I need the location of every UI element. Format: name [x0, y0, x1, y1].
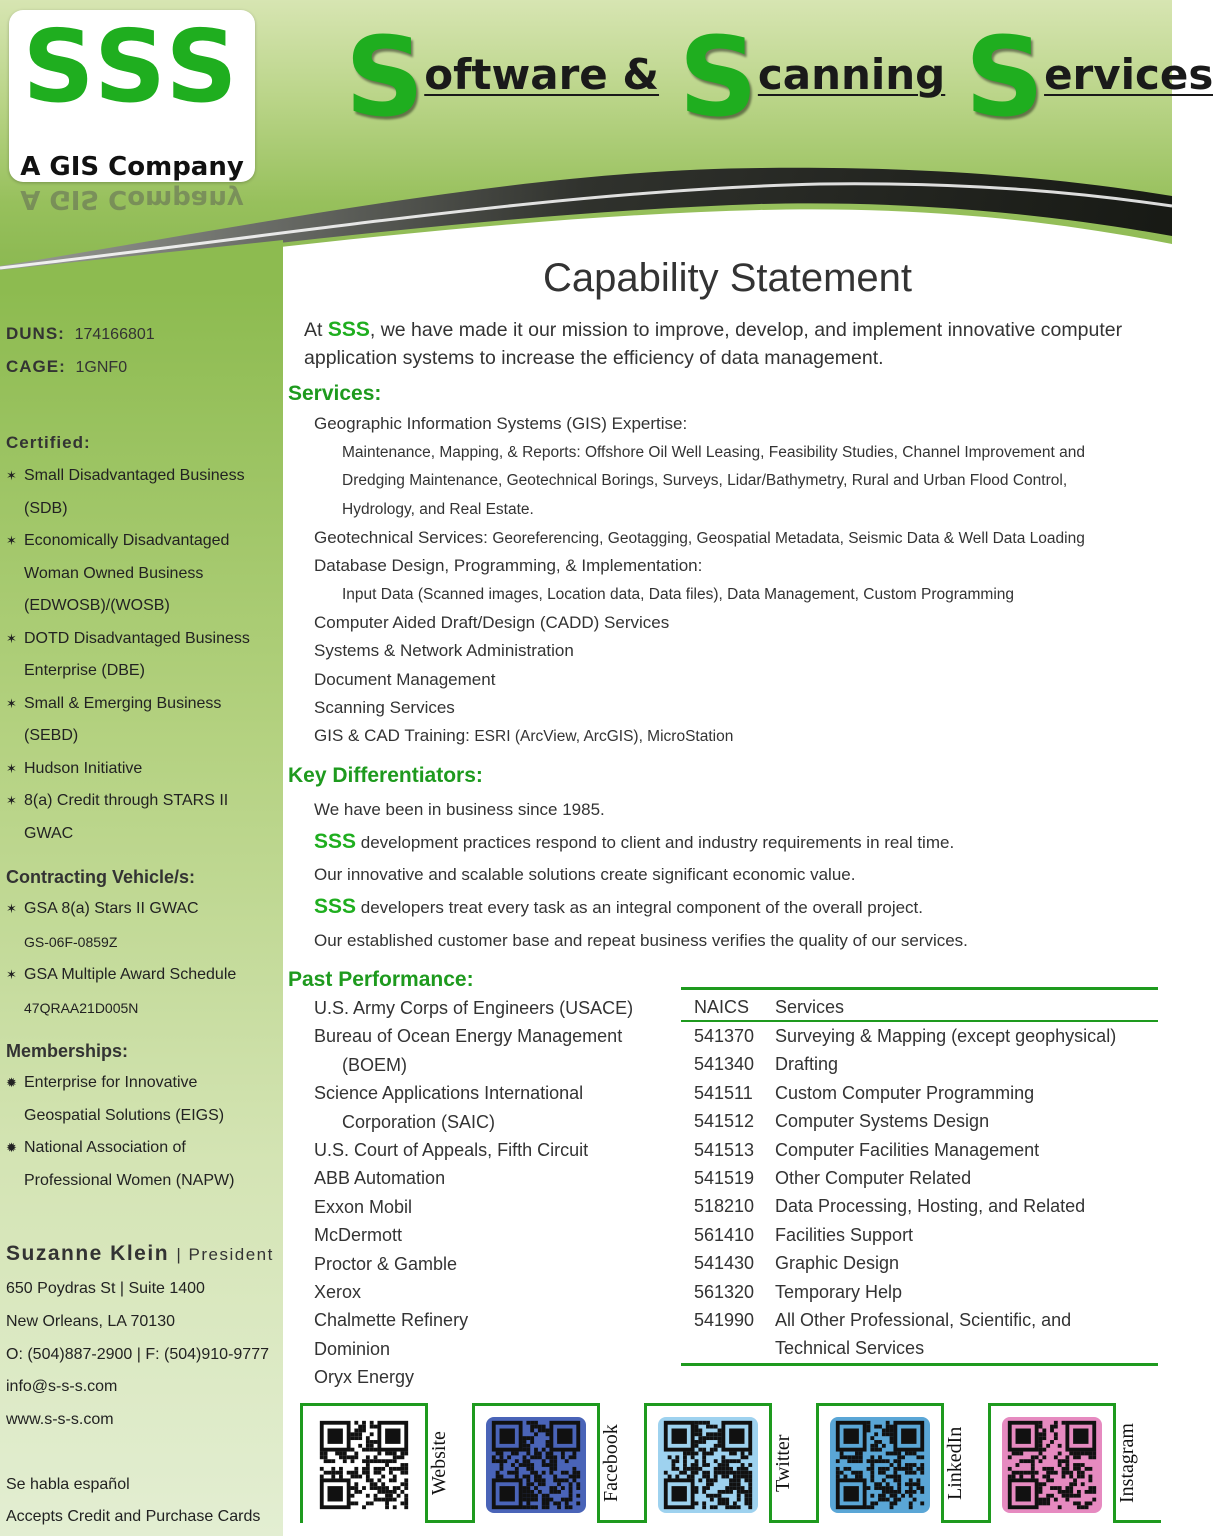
qr-website-icon[interactable]: [314, 1417, 414, 1513]
service-geotech: Geotechnical Services: Georeferencing, Geotagging, Geospatial Metadata, Seismic Data & Well Data Loading: [314, 528, 1085, 547]
past-performance-item-cont: (BOEM): [342, 1054, 407, 1075]
past-performance-item: Xerox: [314, 1282, 362, 1302]
past-performance-item: Science Applications International: [314, 1083, 584, 1104]
service-sysnet: Systems & Network Administration: [314, 641, 574, 660]
contact-title: President: [188, 1245, 274, 1264]
naics-service: Temporary Help: [775, 1281, 903, 1302]
naics-code: 541513: [694, 1139, 755, 1160]
social-label: Website: [428, 1431, 450, 1495]
address-line-2: New Orleans, LA 70130: [6, 1313, 175, 1330]
naics-code: 541512: [694, 1111, 755, 1132]
table-row: [681, 1021, 1158, 1050]
duns-row: [6, 324, 155, 344]
table-row: [681, 1221, 1158, 1249]
differentiator-item: SSS development practices respond to client and industry requirements in real time.: [314, 830, 955, 853]
qr-twitter-icon[interactable]: [658, 1417, 758, 1513]
company-name-word: canning: [757, 50, 946, 99]
contracting-list: [6, 893, 281, 1025]
naics-service: Drafting: [775, 1054, 839, 1075]
cage-label: CAGE:: [6, 357, 66, 376]
naics-code: 541340: [694, 1054, 755, 1075]
table-row: [681, 1306, 1158, 1363]
address-line-1: 650 Poydras St | Suite 1400: [6, 1280, 205, 1297]
company-name-initial: S: [964, 13, 1045, 141]
spanish-note: Se habla español: [6, 1476, 130, 1493]
past-performance-item: U.S. Army Corps of Engineers (USACE): [314, 998, 634, 1018]
service-scanning: Scanning Services: [314, 698, 455, 717]
qr-instagram-icon[interactable]: [1002, 1417, 1102, 1513]
star-bullet-icon: ✶: [6, 901, 17, 916]
company-logo: [9, 10, 255, 182]
naics-code: 541519: [694, 1168, 755, 1189]
naics-code: 561410: [694, 1224, 755, 1245]
differentiator-item: Our innovative and scalable solutions create significant economic value.: [314, 865, 856, 884]
services-col-header: Services: [775, 990, 1158, 1021]
certified-list: [6, 460, 281, 850]
social-label: LinkedIn: [944, 1426, 966, 1500]
email-link[interactable]: info@s-s-s.com: [6, 1378, 118, 1395]
naics-service: Computer Systems Design: [775, 1111, 990, 1132]
social-linkedin-group[interactable]: [816, 1403, 986, 1536]
qr-frame-bottom: [428, 1520, 473, 1523]
list-item: ✶ Small & Emerging Business (SEBD): [6, 688, 281, 753]
qr-frame-bottom: [600, 1520, 645, 1523]
naics-service: All Other Professional, Scientific, and Technical Services: [775, 1310, 1072, 1359]
list-item: ✶ GSA Multiple Award Schedule 47QRAA21D005N: [6, 959, 281, 1025]
contracting-heading: Contracting Vehicle/s:: [6, 867, 196, 887]
list-item: ✶ Small Disadvantaged Business (SDB): [6, 460, 281, 525]
service-database-detail: Input Data (Scanned images, Location data, Data files), Data Management, Custom Programming: [342, 586, 1015, 603]
naics-code: 541511: [694, 1082, 753, 1103]
qr-frame-bottom: [944, 1520, 989, 1523]
naics-table: [681, 987, 1158, 1366]
naics-code: 541990: [694, 1310, 755, 1331]
phone-fax: O: (504)887-2900 | F: (504)910-9777: [6, 1346, 269, 1363]
table-row: [681, 1278, 1158, 1306]
past-performance-item: ABB Automation: [314, 1168, 446, 1189]
list-item: ✹ National Association of Professional Women (NAPW): [6, 1132, 281, 1197]
qr-pattern: [830, 1417, 930, 1513]
naics-service: Surveying & Mapping (except geophysical): [775, 1026, 1117, 1046]
past-performance-item: U.S. Court of Appeals, Fifth Circuit: [314, 1140, 589, 1160]
past-performance-item: Chalmette Refinery: [314, 1310, 469, 1331]
qr-linkedin-icon[interactable]: [830, 1417, 930, 1513]
logo-subtitle: A GIS Company: [20, 152, 244, 182]
website-link[interactable]: www.s-s-s.com: [6, 1411, 114, 1428]
naics-code: 518210: [694, 1196, 755, 1217]
intro-line-2: application systems to increase the efficiency of data management.: [304, 347, 884, 369]
payment-note: Accepts Credit and Purchase Cards: [6, 1508, 261, 1525]
service-docmgmt: Document Management: [314, 670, 496, 689]
duns-label: DUNS:: [6, 324, 65, 343]
list-item: ✹ Enterprise for Innovative Geospatial Solutions (EIGS): [6, 1067, 281, 1132]
qr-pattern: [314, 1417, 414, 1513]
cage-value: 1GNF0: [75, 359, 128, 376]
naics-code: 561320: [694, 1281, 755, 1302]
past-performance-heading: Past Performance:: [288, 968, 474, 991]
list-item: ✶ DOTD Disadvantaged Business Enterprise (DBE): [6, 623, 281, 688]
qr-frame-bottom: [1116, 1520, 1161, 1523]
company-name-word: ervices: [1044, 50, 1213, 99]
company-name-initial: S: [345, 13, 425, 141]
social-qr-strip: [300, 1403, 1172, 1536]
past-performance-item: Exxon Mobil: [314, 1196, 413, 1217]
qr-pattern: [486, 1417, 586, 1513]
social-label: Facebook: [600, 1424, 622, 1502]
service-gis-detail: Hydrology, and Real Estate.: [342, 501, 534, 518]
table-row: [681, 1192, 1158, 1220]
star-bullet-icon: ✶: [6, 695, 17, 711]
company-name-title: [345, 13, 1213, 141]
naics-code: 541370: [694, 1026, 755, 1046]
naics-service: Computer Facilities Management: [775, 1139, 1040, 1160]
past-performance-item: Bureau of Ocean Energy Management: [314, 1026, 623, 1047]
certified-heading: Certified:: [6, 433, 91, 452]
brand-mention: SSS: [314, 895, 357, 918]
header-banner: [0, 0, 1213, 290]
memberships-heading: Memberships:: [6, 1041, 129, 1061]
service-training: GIS & CAD Training: ESRI (ArcView, ArcGIS), MicroStation: [314, 726, 734, 745]
past-performance-item: Oryx Energy: [314, 1367, 415, 1388]
past-performance-item: McDermott: [314, 1225, 403, 1246]
naics-service: Data Processing, Hosting, and Related: [775, 1196, 1086, 1217]
star-bullet-icon: ✶: [6, 967, 17, 982]
service-gis-detail: Dredging Maintenance, Geotechnical Borings, Surveys, Lidar/Bathymetry, Rural and Urban Flood Control,: [342, 472, 1068, 489]
table-row: [681, 1079, 1158, 1107]
star-bullet-icon: ✶: [6, 630, 17, 646]
page-title: Capability Statement: [542, 256, 913, 300]
naics-service: Facilities Support: [775, 1224, 914, 1245]
differentiators-heading: Key Differentiators:: [288, 764, 483, 787]
star-bullet-icon: ✶: [6, 468, 17, 483]
intro-line-1: At SSS, we have made it our mission to improve, develop, and implement innovative computer: [304, 318, 1123, 341]
naics-service: Graphic Design: [775, 1253, 900, 1274]
naics-col-header: NAICS: [681, 990, 775, 1021]
company-name-word: oftware &: [424, 50, 660, 99]
social-website-group[interactable]: [300, 1403, 470, 1536]
qr-facebook-icon[interactable]: [486, 1417, 586, 1513]
table-header-row: [681, 990, 1158, 1021]
past-performance-item: Dominion: [314, 1338, 391, 1359]
social-label: Instagram: [1116, 1423, 1138, 1503]
cage-row: [6, 357, 127, 377]
duns-value: 174166801: [74, 326, 155, 343]
logo-subtitle-reflection: A GIS Company: [20, 184, 244, 214]
naics-service: Other Computer Related: [775, 1168, 972, 1189]
logo-letters: SSS: [22, 8, 242, 125]
list-item: ✶ Hudson Initiative: [6, 753, 281, 786]
company-name-initial: S: [678, 13, 758, 141]
service-gis: Geographic Information Systems (GIS) Expertise:: [314, 414, 688, 433]
past-performance-item-cont: Corporation (SAIC): [342, 1111, 496, 1132]
differentiator-item: SSS developers treat every task as an integral component of the overall project.: [314, 895, 924, 918]
memberships-list: [6, 1067, 281, 1197]
social-instagram-group[interactable]: [988, 1403, 1158, 1536]
star-bullet-icon: ✶: [6, 533, 17, 548]
brand-mention: SSS: [314, 830, 357, 853]
contact-block: Suzanne Klein | President: [6, 1242, 274, 1265]
services-heading: Services:: [288, 382, 382, 405]
service-gis-detail: Maintenance, Mapping, & Reports: Offshore Oil Well Leasing, Feasibility Studies, Channel Improvement and: [342, 444, 1085, 461]
star-bullet-icon: ✶: [6, 793, 17, 808]
differentiator-item: We have been in business since 1985.: [314, 800, 605, 819]
qr-frame-bottom: [772, 1520, 817, 1523]
social-twitter-group[interactable]: [644, 1403, 814, 1536]
naics-code: 541430: [694, 1253, 755, 1274]
gear-bullet-icon: ✹: [6, 1075, 17, 1090]
social-facebook-group[interactable]: [472, 1403, 642, 1536]
table-row: [681, 1050, 1158, 1078]
service-database: Database Design, Programming, & Implementation:: [314, 556, 703, 575]
star-bullet-icon: ✶: [6, 760, 17, 776]
contact-name: Suzanne Klein: [6, 1242, 170, 1265]
past-performance-item: Proctor & Gamble: [314, 1253, 458, 1274]
list-item: ✶ 8(a) Credit through STARS II GWAC: [6, 785, 281, 850]
qr-pattern: [1002, 1417, 1102, 1513]
table-row: [681, 1249, 1158, 1277]
differentiator-item: Our established customer base and repeat business verifies the quality of our services.: [314, 931, 968, 950]
service-cadd: Computer Aided Draft/Design (CADD) Services: [314, 613, 670, 632]
list-item: ✶ GSA 8(a) Stars II GWAC GS-06F-0859Z: [6, 893, 281, 959]
qr-pattern: [658, 1417, 758, 1513]
gear-bullet-icon: ✹: [6, 1140, 17, 1155]
naics-service: Custom Computer Programming: [775, 1082, 1035, 1103]
list-item: ✶ Economically Disadvantaged Woman Owned Business (EDWOSB)/(WOSB): [6, 525, 281, 623]
table-row: [681, 1136, 1158, 1164]
table-row: [681, 1107, 1158, 1135]
brand-mention: SSS: [327, 318, 370, 341]
table-row: [681, 1164, 1158, 1192]
social-label: Twitter: [772, 1434, 794, 1492]
sidebar: [0, 290, 283, 1536]
